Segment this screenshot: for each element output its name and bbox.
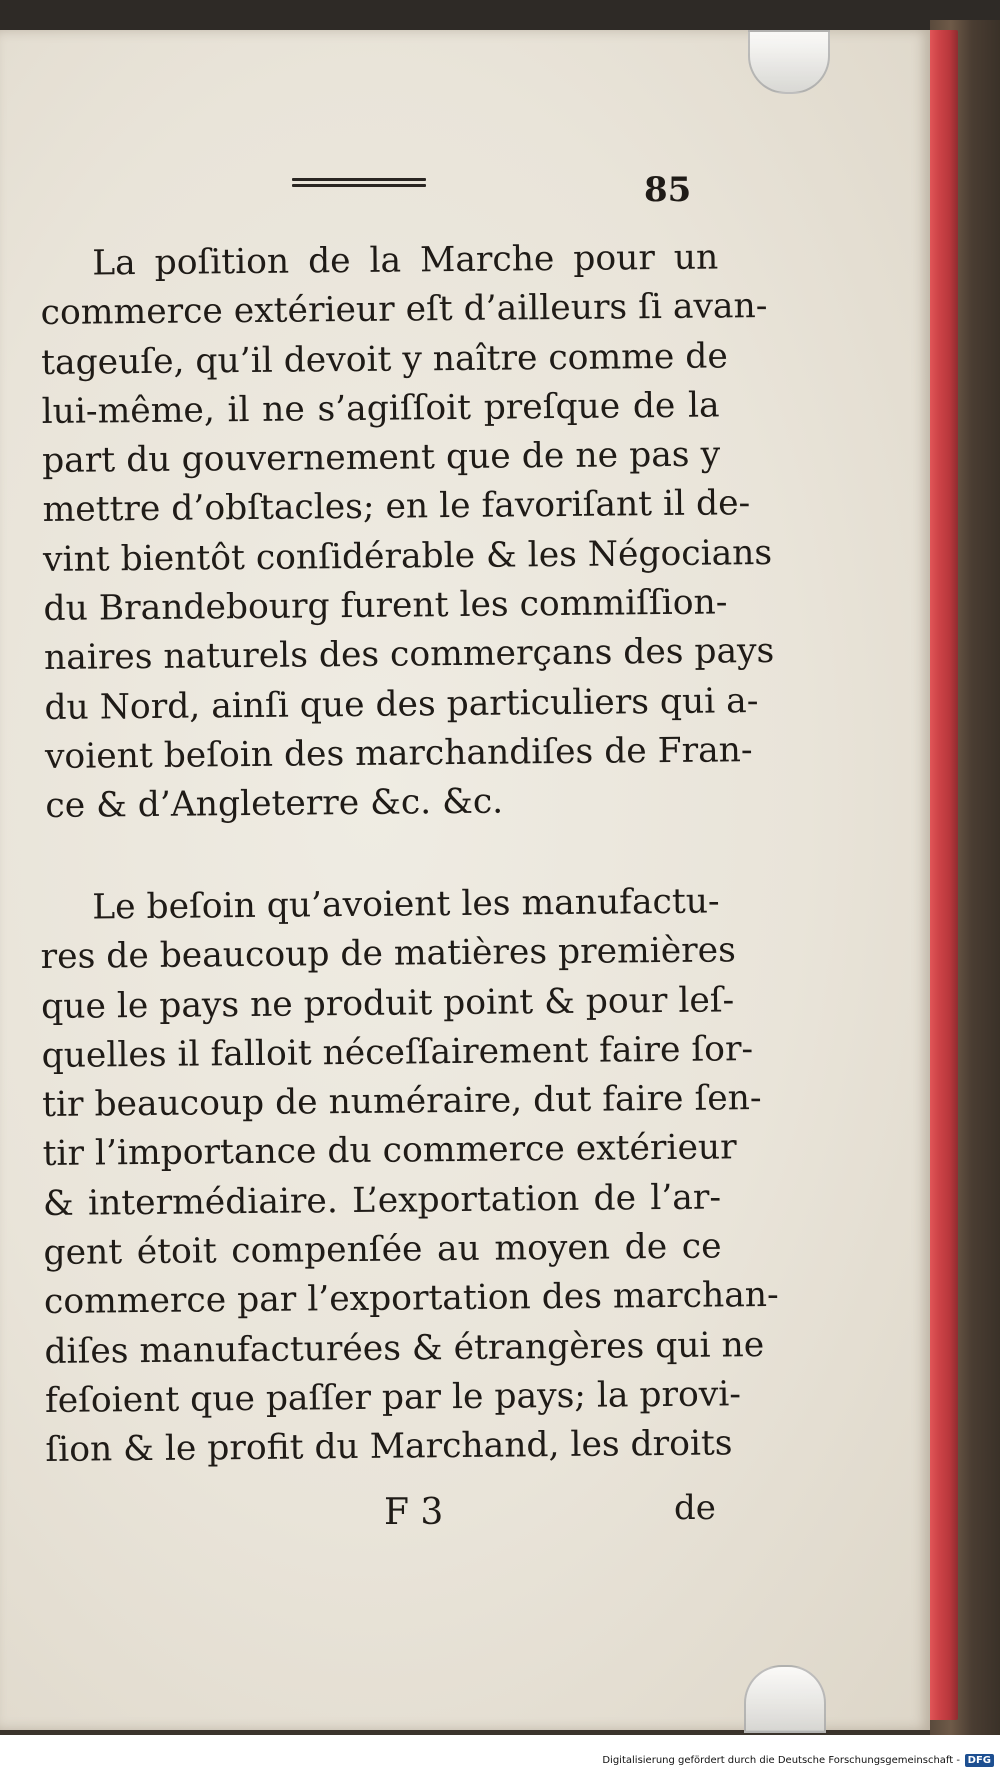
page-number: 85 [644,170,692,210]
rule-line-1 [292,178,426,181]
text-line: tir beaucoup de numéraire, dut faire ſen- [41,1078,762,1126]
text-line: ſion & le profit du Marchand, les droits [45,1423,733,1471]
text-line: lui-même, il ne s’agiſſoit preſque de la [41,385,720,432]
text-line: La poſition de la Marche pour un [92,237,719,284]
text-line: du Brandebourg furent les commiſſion- [43,582,728,630]
text-line: ce & d’Angleterre &c. &c. [45,781,504,827]
text-line: tageuſe, qu’il devoit y naître comme de [40,335,728,383]
text-line: du Nord, ainſi que des particuliers qui a- [44,680,759,728]
catchword: de [674,1488,716,1528]
glass-page-clip-bottom [744,1665,826,1733]
text-line: res de beaucoup de matières premières [40,930,736,978]
text-line: quelles il falloit néceſſairement faire ſor- [41,1029,754,1076]
text-line: part du gouvernement que de ne pas y [41,434,721,482]
text-line: naires naturels des commerçans des pays [43,631,775,679]
paragraph-1 [40,233,775,831]
text-line: mettre d’obſtacles; en le favoriſant il de- [42,483,751,531]
text-line: feſoient que paſſer par le pays; la provi- [44,1374,742,1421]
text-line: & intermédiaire. L’exportation de l’ar- [42,1177,722,1224]
text-line: tir l’importance du commerce extérieur [42,1127,737,1175]
printer-signature: F 3 [384,1492,444,1533]
rule-line-2 [292,184,426,187]
digitization-credit: Digitalisierung gefördert durch die Deutsche Forschungsgemeinschaft - [602,1755,960,1766]
text-line: que le pays ne produit point & pour leſ- [40,979,735,1027]
text-line: commerce par l’exportation des marchan- [43,1275,779,1323]
text-line: gent étoit compenſée au moyen de ce [43,1226,722,1274]
dfg-logo: DFG [965,1754,994,1767]
text-line: vint bientôt conſidérable & les Négocians [42,532,773,580]
text-line: voient beſoin des marchandiſes de Fran- [44,730,753,777]
header-ornament-rule [292,178,426,190]
paragraph-2 [40,877,779,1475]
text-line: diſes manufacturées & étrangères qui ne [44,1324,765,1372]
text-line: commerce extérieur eſt d’ailleurs ſi avan- [40,286,768,334]
text-line: Le beſoin qu’avoient les manufactu- [92,881,720,928]
